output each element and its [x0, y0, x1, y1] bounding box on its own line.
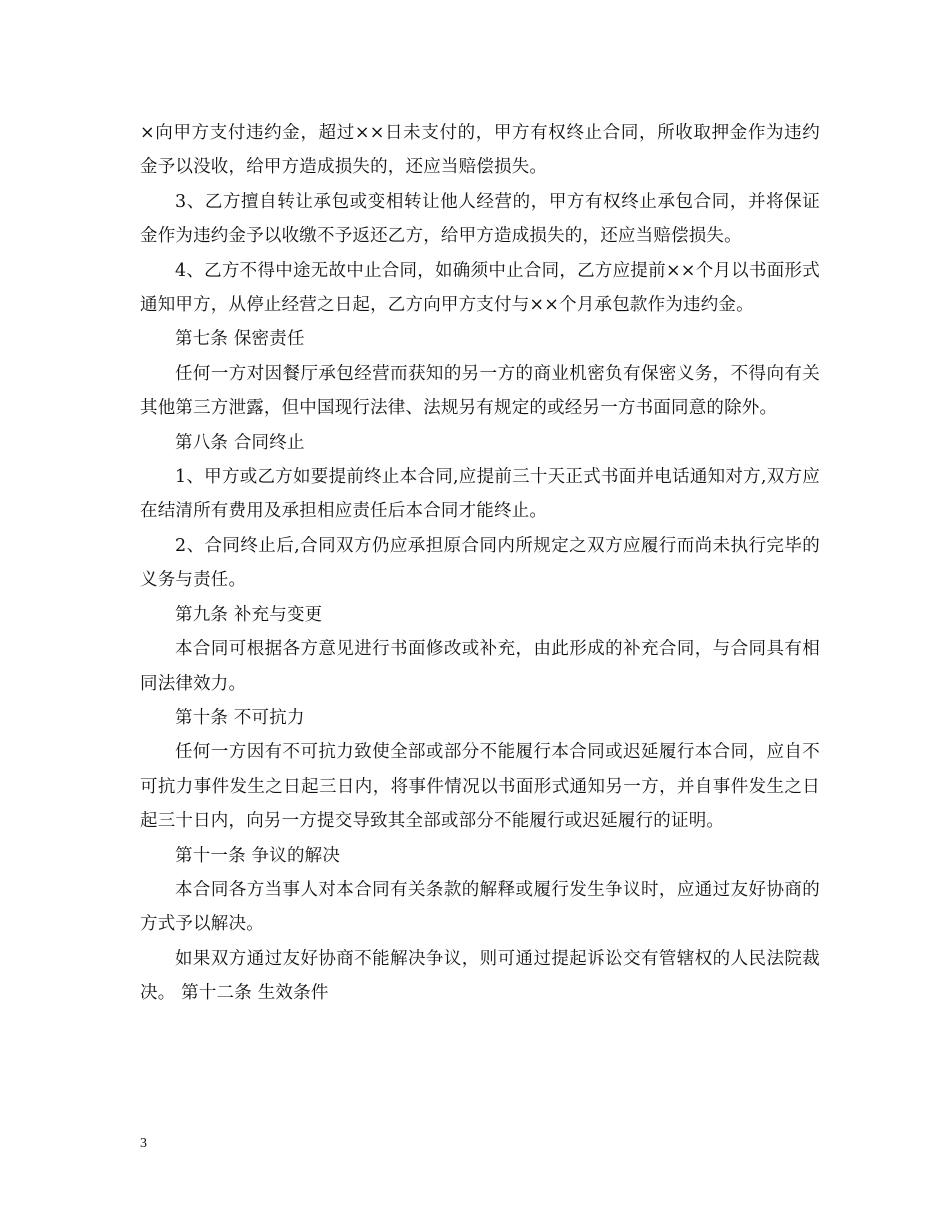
paragraph-confidentiality: 任何一方对因餐厅承包经营而获知的另一方的商业机密负有保密义务，不得向有关其他第三方泄露，但中国现行法律、法规另有规定的或经另一方书面同意的除外。 [140, 363, 820, 419]
paragraph-force-majeure: 任何一方因有不可抗力致使全部或部分不能履行本合同或迟延履行本合同，应自不可抗力事件发生之日起三日内，将事件情况以书面形式通知另一方，并自事件发生之日起三十日内，向另一方提交导致其全部或部分不能履行或迟延履行的证明。 [140, 742, 820, 832]
paragraph-2: 3、乙方擅自转让承包或变相转让他人经营的，甲方有权终止承包合同，并将保证金作为违约金予以收缴不予返还乙方，给甲方造成损失的，还应当赔偿损失。 [140, 191, 820, 247]
paragraph-dispute-2: 如果双方通过友好协商不能解决争议，则可通过提起诉讼交有管辖权的人民法院裁决。 第十二条 生效条件 [140, 948, 820, 1004]
paragraph-amendment: 本合同可根据各方意见进行书面修改或补充，由此形成的补充合同，与合同具有相同法律效力。 [140, 639, 820, 694]
section-heading-10: 第十条 不可抗力 [175, 707, 305, 728]
section-heading-9: 第九条 补充与变更 [175, 604, 323, 625]
section-heading-7: 第七条 保密责任 [175, 329, 305, 350]
paragraph-dispute-1: 本合同各方当事人对本合同有关条款的解释或履行发生争议时，应通过友好协商的方式予以解决。 [140, 879, 820, 935]
section-heading-8: 第八条 合同终止 [175, 432, 305, 453]
document-body [140, 116, 820, 1011]
paragraph-termination-1: 1、甲方或乙方如要提前终止本合同,应提前三十天正式书面并电话通知对方,双方应在结清所有费用及承担相应责任后本合同才能终止。 [140, 467, 820, 522]
section-heading-11: 第十一条 争议的解决 [175, 845, 341, 866]
paragraph-termination-2: 2、合同终止后,合同双方仍应承担原合同内所规定之双方应履行而尚未执行完毕的义务与责任。 [140, 535, 820, 591]
paragraph-3: 4、乙方不得中途无故中止合同，如确须中止合同，乙方应提前××个月以书面形式通知甲方，从停止经营之日起，乙方向甲方支付与××个月承包款作为违约金。 [140, 260, 820, 316]
paragraph-1: ×向甲方支付违约金，超过××日未支付的，甲方有权终止合同，所收取押金作为违约金予以没收，给甲方造成损失的，还应当赔偿损失。 [140, 123, 820, 178]
page-number: 3 [140, 1136, 147, 1151]
